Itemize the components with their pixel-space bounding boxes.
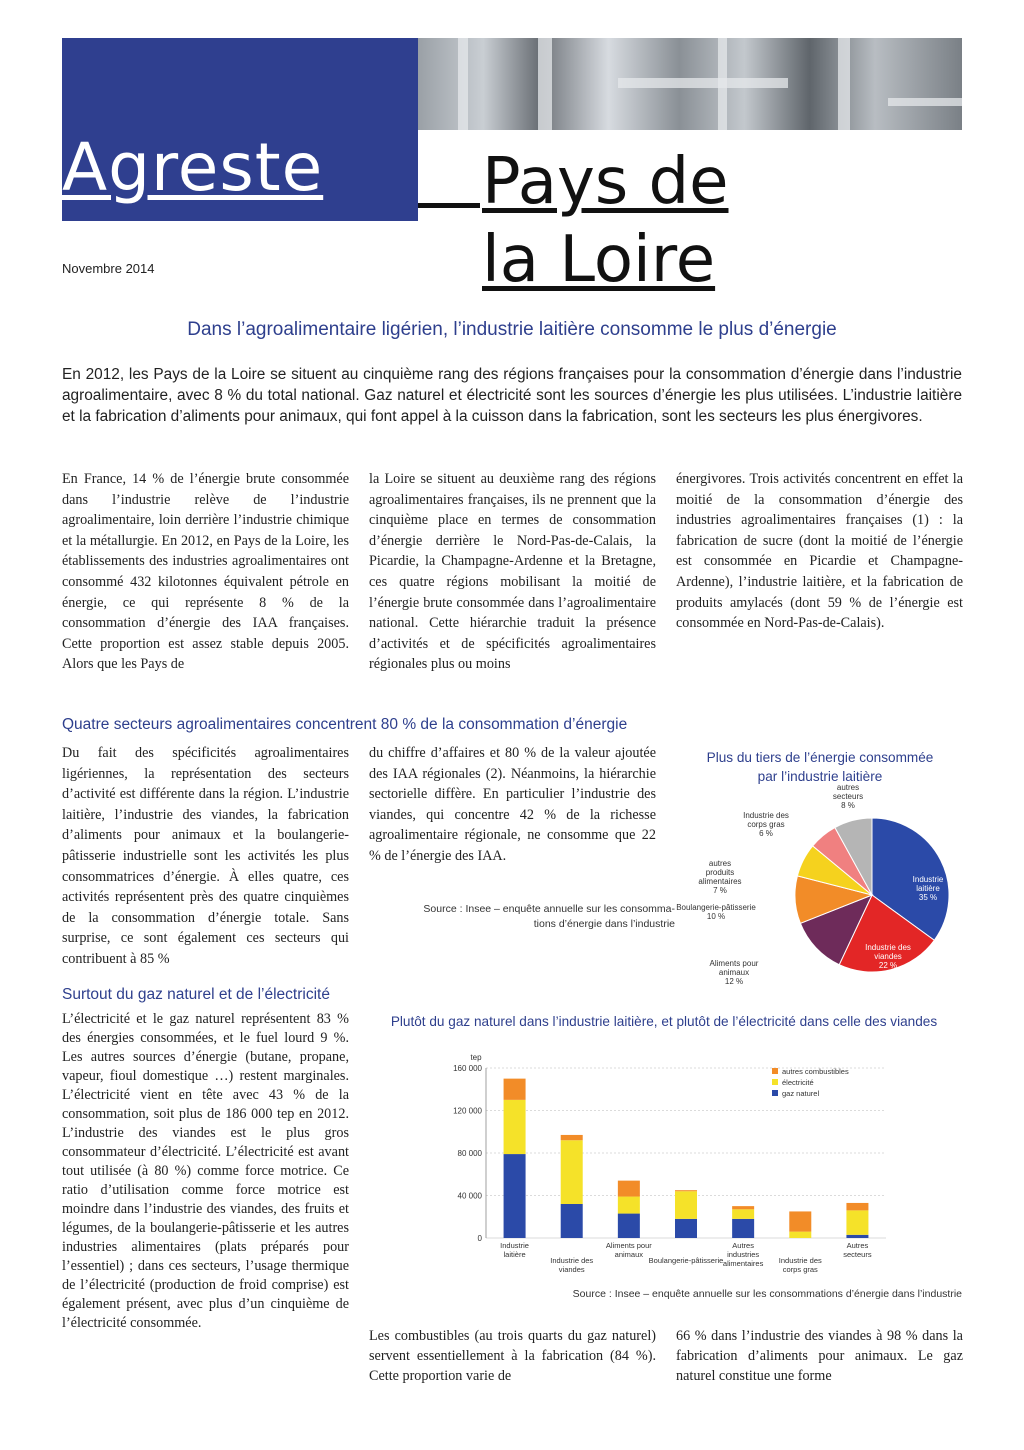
section-heading-sectors: Quatre secteurs agroalimentaires concentrent 80 % de la consommation d’énergie <box>62 716 628 733</box>
bar-y-unit: tep <box>470 1053 482 1062</box>
bar-segment-corps-gras-1 <box>789 1232 811 1238</box>
bar-segment-laitiere-0 <box>504 1154 526 1238</box>
bar-y-tick-label: 160 000 <box>453 1064 482 1073</box>
bar-y-tick-label: 80 000 <box>457 1149 482 1158</box>
pie-label-autres-produits: autres produits alimentaires 7 % <box>698 859 742 895</box>
legend-swatch <box>772 1068 778 1074</box>
sectors-column-1: Du fait des spécificités agroalimentaires ligériennes, la représentation des secteurs d’activité est différente dans la région. L’industrie laitière, l’industrie des viandes, la fabrication d’aliments pour animaux et la boulangerie-pâtisserie industrielle sont les activités les plus consommatrices d’énergie. À elles quatre, ces activités représentent près des quatre cinquièmes de la consommation d’énergie totale. Sans surprise, ce sont également ces secteurs qui contribuent à 85 % <box>62 745 349 967</box>
pie-label-viandes: Industrie des viandes 22 % <box>865 943 911 970</box>
bar-segment-boulangerie-0 <box>675 1219 697 1238</box>
bar-chart <box>420 1040 890 1285</box>
bar-segment-aliments-animaux-1 <box>618 1197 640 1214</box>
legend-swatch <box>772 1079 778 1085</box>
region-title-line1: Pays de <box>482 145 729 219</box>
pie-label-aliments-animaux: Aliments pour animaux 12 % <box>709 959 759 986</box>
bar-segment-corps-gras-2 <box>789 1211 811 1231</box>
bar-segment-autres-secteurs-1 <box>846 1210 868 1234</box>
bar-y-tick-label: 40 000 <box>457 1191 482 1201</box>
legend-swatch <box>772 1090 778 1096</box>
bar-category-label-aliments-animaux: Aliments pour animaux <box>605 1241 652 1259</box>
bar-category-label-viandes: Industrie des viandes <box>550 1256 594 1274</box>
bar-segment-viandes-0 <box>561 1204 583 1238</box>
legend-label: gaz naturel <box>782 1089 820 1098</box>
pie-title-line1: Plus du tiers de l’énergie consommée <box>706 750 934 765</box>
intro-column-3: énergivores. Trois activités concentrent en effet la moitié de la consommation d’énergie des industries agroalimentaires françaises (1) : la fabrication de sucre (dont la moitié de l’énergie est consommée en Picardie et Champagne-Ardenne), l’industrie laitière, et la fabrication de produits amylacés (dont 59 % de l’énergie est consommée en Nord-Pas-de-Calais). <box>676 471 963 632</box>
bar-segment-viandes-1 <box>561 1140 583 1204</box>
bar-category-label-boulangerie: Boulangerie-pâtisserie <box>648 1256 724 1265</box>
legend-label: électricité <box>782 1078 814 1087</box>
bar-y-tick-label: 0 <box>477 1234 482 1243</box>
bar-segment-autres-industries-0 <box>732 1219 754 1238</box>
pie-label-boulangerie: Boulangerie-pâtisserie 10 % <box>676 903 756 921</box>
bar-segment-laitiere-2 <box>504 1079 526 1100</box>
bar-category-label-autres-secteurs: Autres secteurs <box>843 1241 872 1259</box>
energy-sources-column: L’électricité et le gaz naturel représentent 83 % des énergies consommées, et le fuel lourd 9 %. Les autres sources d’énergie (butane, propane, vapeur, fioul domestique …) restent marginales. L’électricité vient en tête avec 43 % de la consommation, soit plus de 186 000 tep en 2012. L’industrie des viandes est le plus gros consommateur d’électricité. L’électricité est avant tout utilisée (à 80 %) comme force motrice. Ce ratio d’utilisation comme force motrice est moindre dans l’industrie des viandes, des fruits et légumes, de la boulangerie-pâtisserie et les autres industries alimentaires (plats préparés pour l’essentiel) ; dans ces secteurs, l’usage thermique de l’électricité (production de froid comprise) est également présent, avec plus d’un cinquième de l’électricité consommée. <box>62 1011 349 1331</box>
region-title <box>482 143 902 299</box>
bar-segment-laitiere-1 <box>504 1100 526 1154</box>
pie-label-corps-gras: Industrie des corps gras 6 % <box>743 811 789 838</box>
bar-segment-boulangerie-1 <box>675 1191 697 1219</box>
header-photo <box>418 38 962 130</box>
bar-y-tick-label: 120 000 <box>453 1106 482 1116</box>
bar-segment-aliments-animaux-2 <box>618 1181 640 1197</box>
pie-title-line2: par l’industrie laitière <box>757 769 883 784</box>
bar-chart-title: Plutôt du gaz naturel dans l’industrie laitière, et plutôt de l’électricité dans celle des viandes <box>390 1014 938 1029</box>
bar-category-label-corps-gras: Industrie des corps gras <box>778 1256 822 1274</box>
article-lead: En 2012, les Pays de la Loire se situent au cinquième rang des régions françaises pour la consommation d’énergie dans l’industrie agroalimentaire, avec 8 % du total national. Gaz naturel et électricité sont les sources d’énergie les plus utilisées. L’industrie laitière et la fabrication d’aliments pour animaux, qui font appel à la cuisson dans la fabrication, sont les secteurs les plus énergivores. <box>62 366 962 425</box>
bar-source: Source : Insee – enquête annuelle sur les consommations d’énergie dans l’industrie <box>572 1288 962 1300</box>
legend-label: autres combustibles <box>782 1067 849 1076</box>
bar-segment-viandes-2 <box>561 1135 583 1140</box>
pie-label-autres-secteurs: autres secteurs 8 % <box>832 783 864 810</box>
bottom-column-3: 66 % dans l’industrie des viandes à 98 % dans la fabrication d’aliments pour animaux. Le gaz naturel constitue une forme <box>676 1328 963 1384</box>
pie-source-line1: Source : Insee – enquête annuelle sur les consomma- <box>423 903 675 915</box>
section-heading-energy-sources: Surtout du gaz naturel et de l’électricité <box>62 986 330 1003</box>
pie-chart <box>676 783 966 990</box>
bar-segment-autres-industries-2 <box>732 1206 754 1209</box>
issue-date: Novembre 2014 <box>62 261 155 276</box>
article-title: Dans l’agroalimentaire ligérien, l’industrie laitière consomme le plus d’énergie <box>187 319 837 340</box>
bar-segment-autres-industries-1 <box>732 1209 754 1219</box>
title-underline <box>418 203 480 208</box>
bottom-column-2: Les combustibles (au trois quarts du gaz naturel) servent essentiellement à la fabrication (84 %). Cette proportion varie de <box>369 1328 656 1384</box>
pie-chart-title <box>678 748 962 786</box>
bar-segment-autres-secteurs-2 <box>846 1203 868 1210</box>
bar-category-label-autres-industries: Autres industries alimentaires <box>722 1241 764 1268</box>
bar-segment-autres-secteurs-0 <box>846 1235 868 1238</box>
sectors-column-2: du chiffre d’affaires et 80 % de la valeur ajoutée des IAA régionales (2). Néanmoins, la hiérarchie sectorielle diffère. En particulier l’industrie des viandes, qui concentre 42 % de la richesse agroalimentaire régionale, ne consomme que 22 % de l’énergie des IAA. <box>369 745 656 864</box>
intro-column-1: En France, 14 % de l’énergie brute consommée dans l’industrie relève de l’industrie agroalimentaire, loin derrière l’industrie chimique et la métallurgie. En 2012, en Pays de la Loire, les établissements des industries agroalimentaires ont consommé 432 kilotonnes équivalent pétrole en énergie, ce qui représente 8 % de la consommation d’énergie des IAA françaises. Cette proportion est assez stable depuis 2005. Alors que les Pays de <box>62 471 349 673</box>
intro-column-2: la Loire se situent au deuxième rang des régions agroalimentaires françaises, ils ne prennent que la cinquième place en termes de consommation d’énergie derrière le Nord-Pas-de-Calais, la Picardie, la Champagne-Ardenne et la Bretagne, ces quatre régions mobilisant la moitié de l’énergie brute consommée dans l’agroalimentaire national. Cette hiérarchie traduit la présence d’activités et de spécificités agroalimentaires régionales plus ou moins <box>369 471 656 673</box>
pie-source <box>369 902 675 932</box>
bar-category-label-laitiere: Industrie laitière <box>500 1241 529 1259</box>
bar-segment-boulangerie-2 <box>675 1190 697 1191</box>
pie-label-laitiere: Industrie laitière 35 % <box>912 875 944 902</box>
brand-logo: Agreste <box>62 129 324 206</box>
region-title-line2: la Loire <box>482 223 716 297</box>
pie-source-line2: tions d’énergie dans l’industrie <box>533 918 675 930</box>
bar-segment-aliments-animaux-0 <box>618 1214 640 1238</box>
